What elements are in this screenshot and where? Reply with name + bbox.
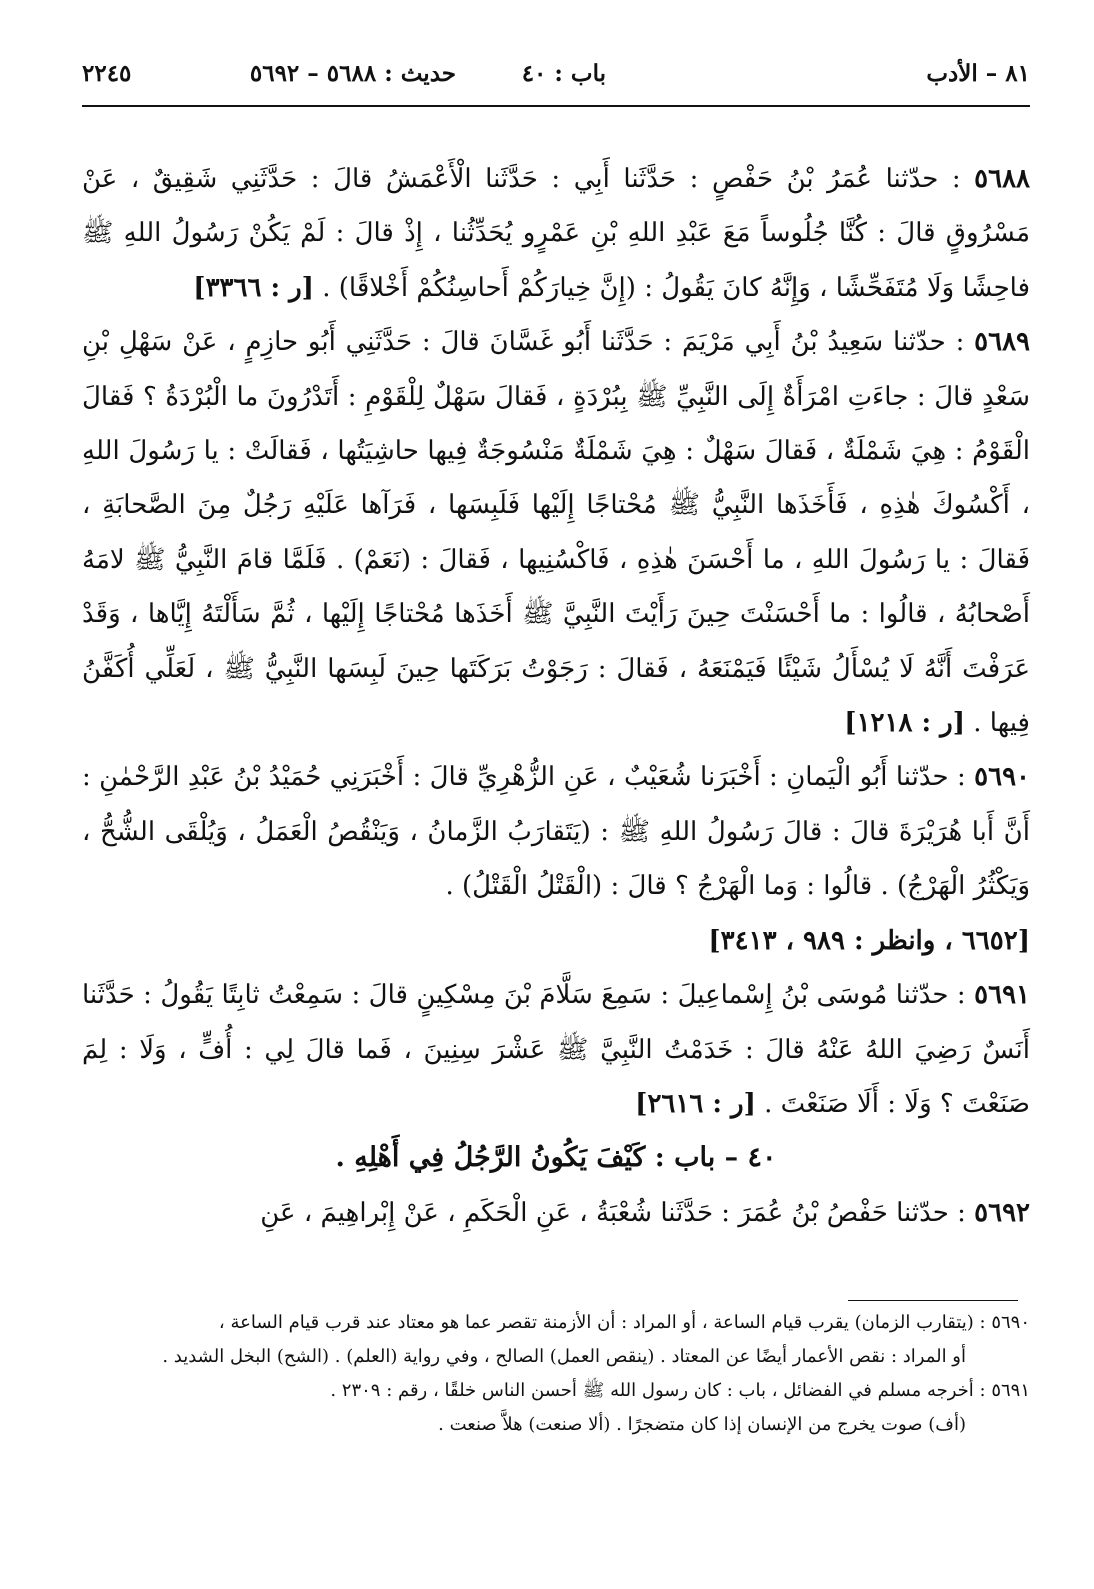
header-page-number: ٢٢٤٥ bbox=[82, 60, 132, 87]
cross-reference: [ر : ٣٣٦٦] bbox=[193, 272, 314, 303]
hadith-number: ٥٦٩٢ bbox=[974, 1197, 1030, 1228]
footnote-5690-line1: ٥٦٩٠ : (يتقارب الزمان) يقرب قيام الساعة ، أو المراد : أن الأزمنة تقصر عما هو معتاد عند قرب قيام الساعة ، bbox=[218, 1312, 1030, 1333]
chapter-heading: ٤٠ – باب : كَيْفَ يَكُونُ الرَّجُلُ فِي أَهْلِهِ . bbox=[335, 1142, 777, 1174]
running-header bbox=[82, 54, 1030, 98]
hadith-5688 bbox=[82, 152, 1030, 315]
hadith-number: ٥٦٩١ bbox=[974, 980, 1030, 1011]
footnote-5691-line1: ٥٦٩١ : أخرجه مسلم في الفضائل ، باب : كان رسول الله ﷺ أحسن الناس خلقًا ، رقم : ٢٣٠٩ . bbox=[330, 1380, 1030, 1401]
hadith-number: ٥٦٨٨ bbox=[974, 164, 1030, 194]
footnote-rule bbox=[848, 1300, 1018, 1301]
hadith-text: : حدّثنا عُمَرُ بْنُ حَفْصٍ : حَدَّثَنا أَبِي : حَدَّثَنا الْأَعْمَشُ قالَ : حَدَّثَنِي شَقِيقٌ ، عَنْ مَسْرُوقٍ قالَ : كُنَّا جُلُوساً مَعَ عَبْدِ اللهِ بْنِ عَمْرٍو يُحَدِّثُنا ، إِذْ قالَ : لَمْ يَكُنْ رَسُولُ اللهِ ﷺ فاحِشًا وَلَا مُتَفَحِّشًا ، وَإِنَّهُ كانَ يَقُولُ : (إِنَّ خِيارَكُمْ أَحاسِنُكُمْ أَخْلاقًا) . bbox=[82, 164, 1030, 303]
hadith-number: ٥٦٨٩ bbox=[974, 327, 1030, 358]
hadith-5690 bbox=[82, 750, 1030, 913]
footnote-5691-line2: (أف) صوت يخرج من الإنسان إذا كان متضجرًا . (ألا صنعت) هلاَّ صنعت . bbox=[438, 1414, 966, 1435]
hadith-text: : حدّثنا سَعِيدُ بْنُ أَبِي مَرْيَمَ : حَدَّثَنا أَبُو غَسَّانَ قالَ : حَدَّثَنِي أَبُو حازِمٍ ، عَنْ سَهْلِ بْنِ سَعْدٍ قالَ : جاءَتِ امْرَأَةٌ إِلَى النَّبِيِّ ﷺ بِبُرْدَةٍ ، فَقالَ سَهْلٌ لِلْقَوْمِ : أَتَدْرُونَ ما الْبُرْدَةُ ؟ فَقالَ الْقَوْمُ : هِيَ شَمْلَةٌ ، فَقالَ سَهْلٌ : هِيَ شَمْلَةٌ مَنْسُوجَةٌ فِيها حاشِيَتُها ، فَقالَتْ : يا رَسُولَ اللهِ ، أَكْسُوكَ هٰذِهِ ، فَأَخَذَها النَّبِيُّ ﷺ مُحْتاجًا إِلَيْها فَلَبِسَها ، فَرَآها عَلَيْهِ رَجُلٌ مِنَ الصَّحابَةِ ، فَقالَ : يا رَسُولَ اللهِ ، ما أَحْسَنَ هٰذِهِ ، فَاكْسُنِيها ، فَقالَ : (نَعَمْ) . فَلَمَّا قامَ النَّبِيُّ ﷺ لامَهُ أَصْحابُهُ ، قالُوا : ما أَحْسَنْتَ حِينَ رَأَيْتَ النَّبِيَّ ﷺ أَخَذَها مُحْتاجًا إِلَيْها ، ثُمَّ سَأَلْتَهُ إِيَّاها ، وَقَدْ عَرَفْتَ أَنَّهُ لَا يُسْأَلُ شَيْئًا فَيَمْنَعَهُ ، فَقالَ : رَجَوْتُ بَرَكَتَها حِينَ لَبِسَها النَّبِيُّ ﷺ ، لَعَلِّي أُكَفَّنُ فِيها . bbox=[82, 327, 1030, 739]
header-chapter: باب : ٤٠ bbox=[521, 60, 606, 87]
hadith-5692 bbox=[82, 1186, 1030, 1240]
header-hadith-range: حديث : ٥٦٨٨ – ٥٦٩٢ bbox=[249, 60, 456, 87]
cross-reference: [ر : ١٢١٨] bbox=[844, 708, 966, 739]
cross-reference: [٦٦٥٢ ، وانظر : ٩٨٩ ، ٣٤١٣] bbox=[708, 925, 1030, 956]
hadith-5690-reference bbox=[82, 914, 1030, 968]
hadith-text: : حدّثنا حَفْصُ بْنُ عُمَرَ : حَدَّثَنا شُعْبَةُ ، عَنِ الْحَكَمِ ، عَنْ إِبْراهِيمَ ، عَنِ bbox=[260, 1197, 975, 1228]
hadith-text: : حدّثنا مُوسَى بْنُ إِسْماعِيلَ : سَمِعَ سَلَّامَ بْنَ مِسْكِينٍ قالَ : سَمِعْتُ ثابِتًا يَقُولُ : حَدَّثَنا أَنَسٌ رَضِيَ اللهُ عَنْهُ قالَ : خَدَمْتُ النَّبِيَّ ﷺ عَشْرَ سِنِينَ ، فَما قالَ لِي : أُفٍّ ، وَلَا : لِمَ صَنَعْتَ ؟ وَلَا : أَلَا صَنَعْتَ . bbox=[82, 980, 1030, 1119]
hadith-5691 bbox=[82, 968, 1030, 1131]
footnote-5690-line2: أو المراد : نقص الأعمار أيضًا عن المعتاد . (ينقص العمل) الصالح ، وفي رواية (العلم) . (الشح) البخل الشديد . bbox=[162, 1346, 966, 1367]
hadith-5689 bbox=[82, 315, 1030, 750]
main-text bbox=[82, 152, 1030, 1240]
hadith-number: ٥٦٩٠ bbox=[974, 762, 1030, 793]
hadith-text: : حدّثنا أَبُو الْيَمانِ : أَخْبَرَنا شُعَيْبٌ ، عَنِ الزُّهْرِيِّ قالَ : أَخْبَرَنِي حُمَيْدُ بْنُ عَبْدِ الرَّحْمٰنِ : أَنَّ أَبا هُرَيْرَةَ قالَ : قالَ رَسُولُ اللهِ ﷺ : (يَتَقارَبُ الزَّمانُ ، وَيَنْقُصُ الْعَمَلُ ، وَيُلْقَى الشُّحُّ ، وَيَكْثُرُ الْهَرْجُ) . قالُوا : وَما الْهَرْجُ ؟ قالَ : (الْقَتْلُ الْقَتْلُ) . bbox=[82, 762, 1030, 902]
header-book-title: ٨١ – الأدب bbox=[926, 60, 1030, 87]
footnotes bbox=[82, 1306, 1030, 1442]
cross-reference: [ر : ٢٦١٦] bbox=[635, 1088, 756, 1119]
header-rule bbox=[82, 105, 1030, 107]
